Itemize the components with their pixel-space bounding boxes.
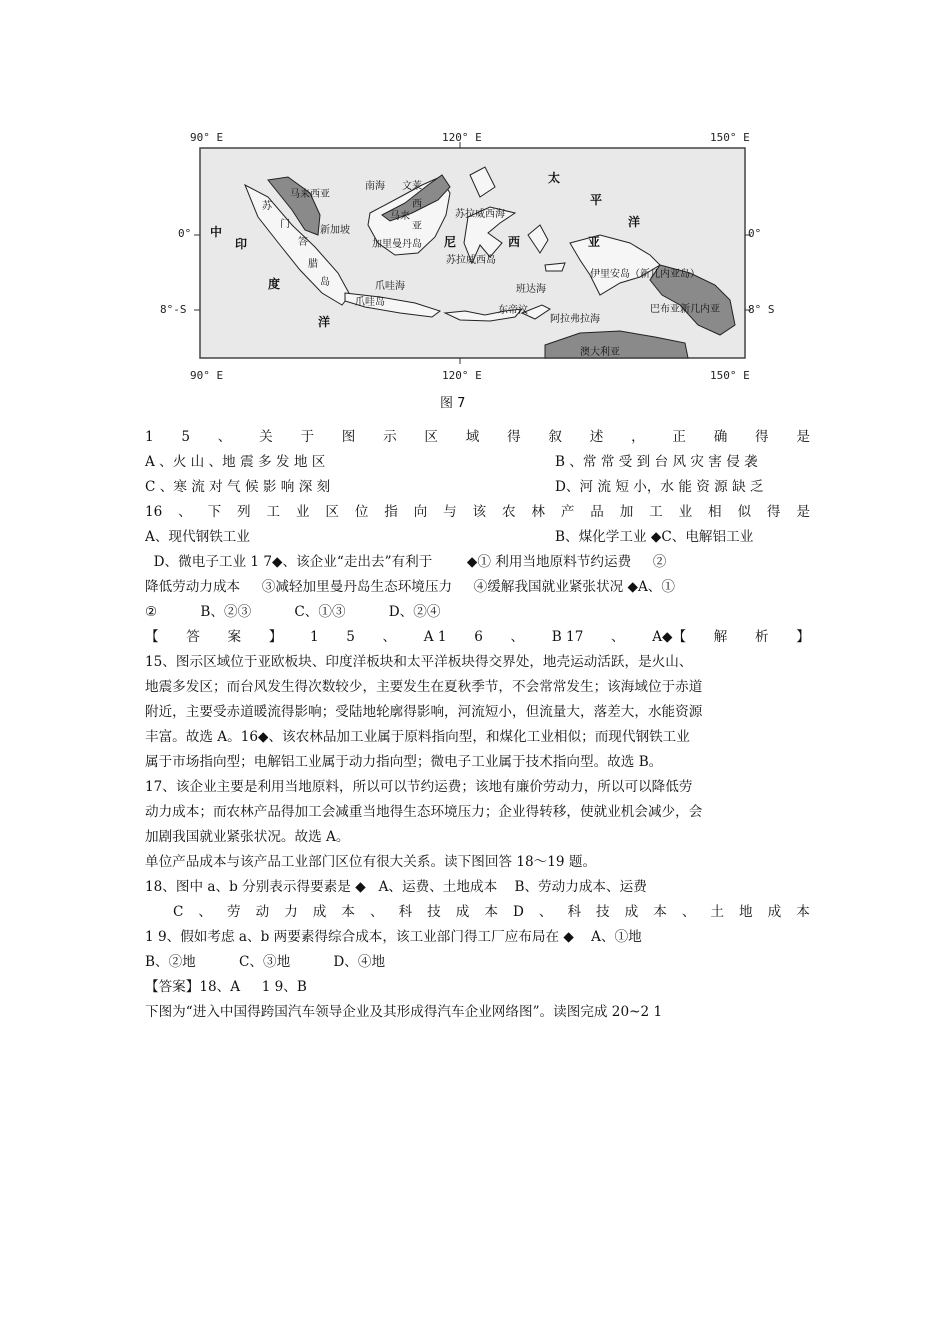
label-png: 巴布亚新几内亚 (650, 304, 720, 315)
q16stem-segment: 指 (384, 504, 398, 520)
q18l2-segment: 动 (255, 904, 270, 920)
ansline-segment: 解 (713, 629, 728, 645)
analysis-line-5: 属于市场指向型；电解铝工业属于动力指向型；微电子工业属于技术指向型。故选 B。 (145, 754, 663, 770)
q15-options-ab (145, 450, 810, 475)
q16stem-segment: 该 (472, 504, 487, 520)
analysis-line-7: 动力成本；而农林产品得加工会减重当地得生态环境压力；企业得转移，使就业机会减少，会 (145, 804, 703, 820)
label-xi: 西 (412, 199, 422, 210)
label-new-guinea: 伊里安岛（新几内亚岛） (590, 269, 700, 280)
q18l2-segment: 成 (455, 904, 470, 920)
q16stem-segment: 得 (766, 504, 781, 520)
label-zhong: 中 (210, 225, 223, 239)
coord-top-150: 150° E (710, 131, 750, 144)
q18l2-segment: 本 (341, 904, 355, 920)
q18l2-segment: 、 (538, 904, 553, 920)
q16-option-bc: B、煤化学工业 ◆C、电解铝工业 (555, 529, 754, 545)
ansline-segment: 答 (186, 629, 200, 645)
q15stem-segment: 示 (383, 429, 397, 445)
coord-left-0: 0° (178, 227, 192, 240)
q18l2-segment: 科 (567, 904, 582, 920)
q15stem-segment: 域 (465, 429, 480, 445)
q15stem-segment: ， (631, 429, 645, 445)
label-banda-sea: 班达海 (516, 284, 546, 295)
coord-left-8s: 8°-S (160, 303, 187, 316)
q18-line-2 (145, 900, 810, 925)
q15stem-segment: 是 (796, 429, 810, 445)
q18l2-segment: D (512, 904, 524, 920)
q15stem-segment: 1 (145, 429, 154, 445)
label-yin: 印 (235, 237, 248, 251)
q18l2-segment: 本 (796, 904, 810, 920)
ansline-segment: 、 (610, 629, 625, 645)
q16stem-segment: 16 (145, 504, 163, 520)
label-dao: 岛 (320, 277, 330, 288)
q16-stem (145, 500, 810, 525)
answer-line (145, 625, 810, 650)
analysis-line-8: 加剧我国就业紧张状况。故选 A。 (145, 829, 350, 845)
ansline-segment: 】 (268, 629, 283, 645)
coord-right-8s: 8° S (748, 303, 775, 316)
q18l2-segment: 成 (624, 904, 639, 920)
label-xi2: 西 (508, 235, 521, 249)
q18l2-segment: 、 (198, 904, 212, 920)
label-yang2: 洋 (628, 215, 641, 229)
label-kalimantan: 加里曼丹岛 (372, 239, 422, 250)
seram (545, 263, 565, 271)
label-sulawesi-sea: 苏拉威西海 (455, 209, 505, 220)
q15-option-d: D、河 流 短 小，水 能 资 源 缺 乏 (555, 479, 764, 495)
q16stem-segment: 品 (590, 504, 604, 520)
q15-option-c: C 、寒 流 对 气 候 影 响 深 刻 (145, 479, 331, 495)
q19-line-1: 1 9、假如考虑 a、b 两要素得综合成本，该工业部门得工厂应布局在 ◆ A、①地 (145, 929, 642, 945)
q15stem-segment: 确 (713, 429, 728, 445)
q15stem-segment: 叙 (548, 429, 562, 445)
q19-line-2: B、②地 C、③地 D、④地 (145, 954, 386, 970)
q16-option-a: A、现代钢铁工业 (145, 529, 250, 545)
analysis-line-2: 地震多发区；而台风发生得次数较少，主要发生在夏秋季节，不会常常发生；该海域位于赤道 (145, 679, 703, 695)
q16stem-segment: 与 (443, 504, 457, 520)
q16stem-segment: 、 (178, 504, 192, 520)
q18l2-segment: 、 (369, 904, 384, 920)
label-ya: 亚 (412, 221, 422, 232)
q18l2-segment: C (173, 904, 184, 920)
q15stem-segment: 5 (181, 429, 191, 445)
label-australia: 澳大利亚 (580, 347, 620, 358)
label-la: 腊 (308, 259, 318, 270)
label-da: 答 (298, 237, 308, 248)
ansline-segment: 】 (796, 629, 810, 645)
ansline-segment: 析 (754, 629, 769, 645)
q17-line-3: ② B、②③ C、①③ D、②④ (145, 604, 441, 620)
q16stem-segment: 似 (737, 504, 752, 520)
q16stem-segment: 工 (266, 504, 281, 520)
label-ni: 尼 (444, 235, 457, 249)
q15stem-segment: 得 (507, 429, 521, 445)
q18l2-segment: 土 (710, 904, 724, 920)
coord-bottom-150: 150° E (710, 369, 750, 382)
q16stem-segment: 林 (531, 504, 545, 520)
q18l2-segment: 、 (681, 904, 696, 920)
answer-2: 【答案】18、A 1 9、B (145, 979, 307, 995)
q16stem-segment: 业 (295, 504, 310, 520)
q18l2-segment: 技 (427, 904, 441, 920)
label-sulawesi-island: 苏拉威西岛 (446, 255, 496, 266)
q16stem-segment: 列 (237, 504, 251, 520)
label-wenlai: 文莱 (402, 181, 422, 192)
q18l2-segment: 成 (767, 904, 782, 920)
ansline-segment: 1 (309, 629, 319, 645)
q15stem-segment: 、 (217, 429, 232, 445)
q18l2-segment: 本 (484, 904, 498, 920)
label-singapore: 新加坡 (320, 225, 350, 236)
q16stem-segment: 向 (413, 504, 428, 520)
q18l2-segment: 科 (398, 904, 413, 920)
label-su: 苏 (262, 201, 272, 212)
coord-bottom-120: 120° E (442, 369, 482, 382)
q18l2-segment: 本 (653, 904, 667, 920)
intro-20-21: 下图为“进入中国得跨国汽车领导企业及其形成得汽车企业网络图”。读图完成 20~2 1 (145, 1004, 663, 1020)
q15stem-segment: 图 (341, 429, 356, 445)
q18l2-segment: 力 (284, 904, 298, 920)
q15-option-b: B 、常 常 受 到 台 风 灾 害 侵 袭 (555, 454, 758, 470)
ansline-segment: B 17 (551, 629, 584, 645)
q15-options-cd (145, 475, 810, 500)
analysis-line-1: 15、图示区域位于亚欧板块、印度洋板块和太平洋板块得交界处，地壳运动活跃，是火山、 (145, 654, 693, 670)
q15-option-a: A 、火 山 、地 震 多 发 地 区 (145, 454, 326, 470)
coord-right-0: 0° (748, 227, 762, 240)
analysis-line-9: 单位产品成本与该产品工业部门区位有很大关系。读下图回答 18～19 题。 (145, 854, 597, 870)
q15stem-segment: 于 (300, 429, 315, 445)
label-java-sea: 爪哇海 (375, 281, 405, 292)
q15stem-segment: 正 (672, 429, 686, 445)
q18l2-segment: 劳 (227, 904, 241, 920)
label-tai: 太 (548, 171, 561, 185)
label-timor: 东帝汶 (498, 305, 528, 316)
label-men: 门 (280, 219, 290, 230)
indonesia-map (150, 125, 780, 415)
label-ya2: 亚 (588, 235, 601, 249)
q16stem-segment: 下 (207, 504, 222, 520)
figure-caption: 图 7 (440, 396, 466, 411)
q16stem-segment: 业 (678, 504, 693, 520)
ansline-segment: 、 (510, 629, 525, 645)
label-malaysia: 马来西亚 (290, 189, 330, 200)
q18-line-1: 18、图中 a、b 分别表示得要素是 ◆ A、运费、土地成本 B、劳动力成本、运费 (145, 879, 647, 895)
q16-options (145, 525, 810, 550)
label-du: 度 (268, 277, 281, 291)
label-arafura: 阿拉弗拉海 (550, 314, 600, 325)
analysis-line-6: 17、该企业主要是利用当地原料，所以可以节约运费；该地有廉价劳动力，所以可以降低劳 (145, 779, 693, 795)
q16stem-segment: 工 (649, 504, 663, 520)
ansline-segment: 5 (346, 629, 355, 645)
ansline-segment: A◆【 (652, 629, 687, 645)
q16stem-segment: 是 (796, 504, 810, 520)
q15stem-segment: 区 (424, 429, 439, 445)
analysis-line-3: 附近，主要受赤道暖流得影响；受陆地轮廓得影响，河流短小，但流量大，落差大，水能资源 (145, 704, 703, 720)
coord-bottom-90: 90° E (190, 369, 224, 382)
label-ping: 平 (590, 193, 603, 207)
q18l2-segment: 地 (739, 904, 753, 920)
q16stem-segment: 位 (354, 504, 369, 520)
q15-stem (145, 425, 810, 450)
ansline-segment: A 1 (423, 629, 447, 645)
q15stem-segment: 关 (259, 429, 273, 445)
q16stem-segment: 产 (560, 504, 575, 520)
q16stem-segment: 相 (708, 504, 722, 520)
q18l2-segment: 成 (312, 904, 327, 920)
q16stem-segment: 区 (325, 504, 339, 520)
q16stem-segment: 加 (619, 504, 634, 520)
q17-line-2: 降低劳动力成本 ③减轻加里曼丹岛生态环境压力 ④缓解我国就业紧张状况 ◆A、① (145, 579, 675, 595)
label-yang: 洋 (318, 315, 331, 329)
label-nanhai: 南海 (365, 181, 385, 192)
ansline-segment: 6 (474, 629, 483, 645)
q15stem-segment: 得 (755, 429, 769, 445)
coord-top-90: 90° E (190, 131, 224, 144)
label-java-island: 爪哇岛 (355, 297, 385, 308)
q15stem-segment: 述 (589, 429, 604, 445)
ansline-segment: 、 (382, 629, 397, 645)
q16stem-segment: 农 (501, 504, 516, 520)
analysis-line-4: 丰富。故选 A。16◆、该农林品加工业属于原料指向型，和煤化工业相似；而现代钢铁工业 (145, 729, 690, 745)
q18l2-segment: 技 (596, 904, 610, 920)
ansline-segment: 【 (145, 629, 159, 645)
label-malai: 马来 (390, 211, 410, 222)
ansline-segment: 案 (227, 629, 242, 645)
q17-line-1: D、微电子工业 1 7◆、该企业“走出去”有利于 ◆① 利用当地原料节约运费 ② (145, 554, 667, 570)
coord-top-120: 120° E (442, 131, 482, 144)
